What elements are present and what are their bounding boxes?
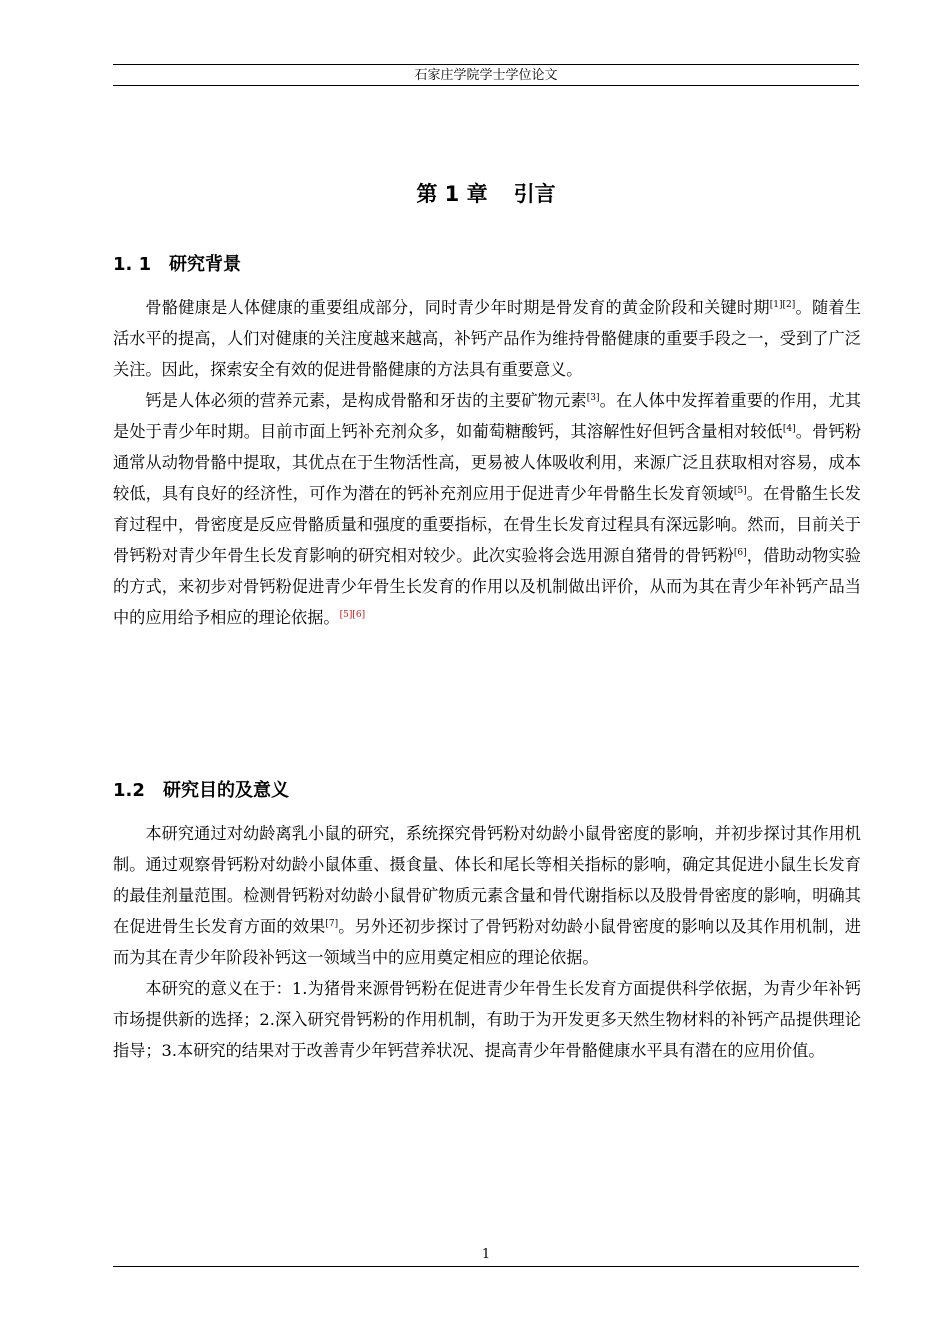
paragraph-text: 。随着生活水平的提高，人们对健康的关注度越来越高，补钙产品作为维持骨骼健康的重要手段之一，受到了广泛关注。因此，探索安全有效的促进骨骼健康的方法具有重要意义。	[113, 298, 862, 379]
section-heading-1-1	[113, 250, 241, 280]
paragraph-text: 。另外还初步探讨了骨钙粉对幼龄小鼠骨密度的影响以及其作用机制，进而为其在青少年阶段补钙这一领域当中的应用奠定相应的理论依据。	[113, 917, 861, 967]
citation[interactable]: [5][6]	[339, 610, 366, 620]
chapter-heading	[113, 176, 859, 212]
paragraph: 本研究的意义在于：1.为猪骨来源骨钙粉在促进青少年骨生长发育方面提供科学依据，为青少年补钙市场提供新的选择；2.深入研究骨钙粉的作用机制，有助于为开发更多天然生物材料的补钙产品提供理论指导；3.本研究的结果对于改善青少年钙营养状况、提高青少年骨骼健康水平具有潜在的应用价值。	[113, 979, 861, 1060]
paragraph-text: 。骨钙粉通常从动物骨骼中提取，其优点在于生物活性高，更易被人体吸收利用，来源广泛且获取相对容易，成本较低，具有良好的经济性，可作为潜在的钙补充剂应用于促进青少年骨骼生长发育领域	[113, 422, 862, 503]
citation[interactable]: [3]	[586, 393, 600, 403]
paragraph	[113, 292, 861, 385]
paragraph	[113, 818, 861, 973]
citation[interactable]: [1][2]	[769, 300, 796, 310]
citation[interactable]: [4]	[782, 424, 796, 434]
paragraph-text: 。在骨骼生长发育过程中，骨密度是反应骨骼质量和强度的重要指标，在骨生长发育过程具有深远影响。然而，目前关于骨钙粉对青少年骨生长发育影响的研究相对较少。此次实验将会选用源自猪骨的骨钙粉	[113, 484, 861, 565]
section-1-1-body	[113, 292, 861, 633]
section-number: 1.2	[113, 780, 145, 801]
chapter-title: 引言	[513, 182, 556, 206]
page-number: 1	[481, 1247, 491, 1262]
citation[interactable]: [7]	[325, 919, 339, 929]
paragraph-text: 本研究通过对幼龄离乳小鼠的研究，系统探究骨钙粉对幼龄小鼠骨密度的影响，并初步探讨其作用机制。通过观察骨钙粉对幼龄小鼠体重、摄食量、体长和尾长等相关指标的影响，确定其促进小鼠生长发育的最佳剂量范围。检测骨钙粉对幼龄小鼠骨矿物质元素含量和骨代谢指标以及股骨骨密度的影响，明确其在促进骨生长发育方面的效果	[113, 824, 861, 936]
chapter-number: 第 1 章	[416, 182, 488, 206]
page-header	[113, 64, 859, 86]
page-footer	[113, 1246, 859, 1267]
paragraph-text: ，借助动物实验的方式，来初步对骨钙粉促进青少年骨生长发育的作用以及机制做出评价，从而为其在青少年补钙产品当中的应用给予相应的理论依据。	[113, 546, 861, 627]
section-number: 1. 1	[113, 254, 152, 275]
paragraph-text: 。在人体中发挥着重要的作用，尤其是处于青少年时期。目前市面上钙补充剂众多，如葡萄糖酸钙，其溶解性好但钙含量相对较低	[113, 391, 862, 441]
footer-rule	[113, 1266, 859, 1267]
section-1-2-body	[113, 818, 861, 1066]
citation[interactable]: [6]	[733, 548, 747, 558]
citation[interactable]: [5]	[733, 486, 747, 496]
paragraph-text: 钙是人体必须的营养元素，是构成骨骼和牙齿的主要矿物元素	[145, 391, 587, 410]
section-heading-1-2	[113, 776, 289, 806]
header-bottom-rule	[113, 85, 859, 86]
section-title: 研究目的及意义	[163, 780, 289, 801]
header-title: 石家庄学院学士学位论文	[414, 68, 558, 83]
paragraph-text: 骨骼健康是人体健康的重要组成部分，同时青少年时期是骨发育的黄金阶段和关键时期	[145, 298, 770, 317]
paragraph	[113, 385, 861, 633]
section-title: 研究背景	[169, 254, 241, 275]
